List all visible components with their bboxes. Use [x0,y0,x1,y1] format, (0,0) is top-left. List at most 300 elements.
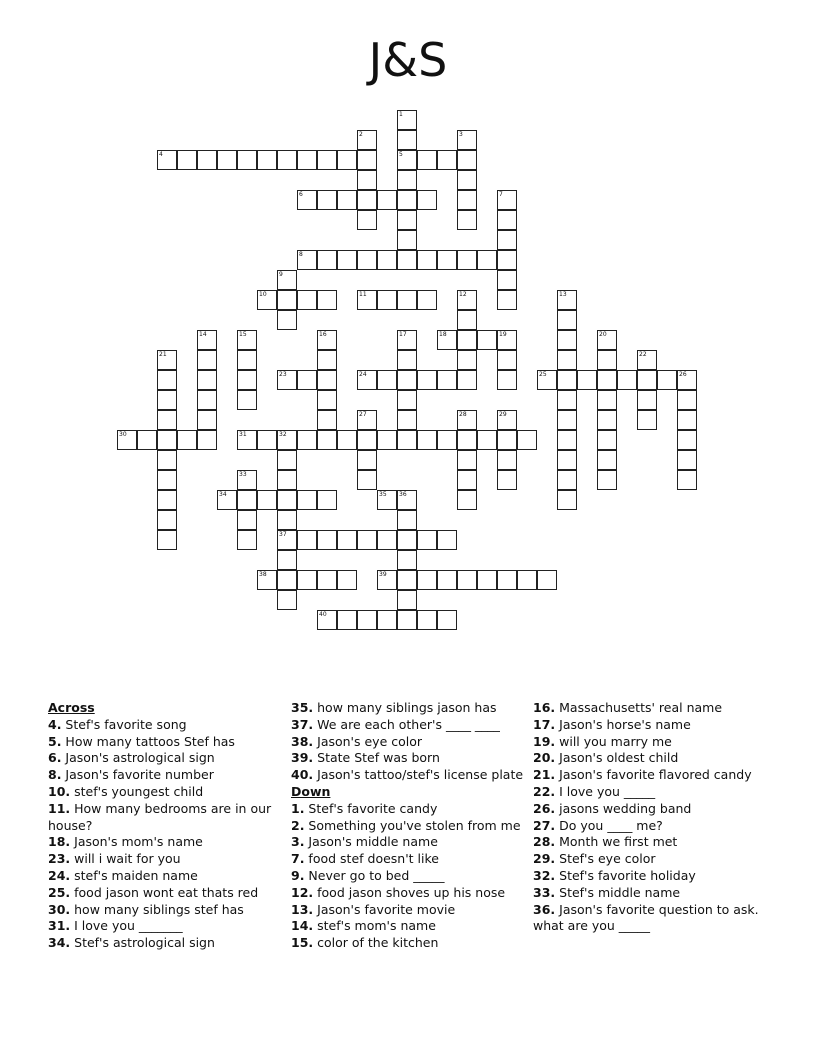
grid-cell[interactable] [397,210,417,230]
clue-number: 16. [533,700,556,715]
grid-cell[interactable] [557,410,577,430]
grid-cell[interactable] [377,290,397,310]
clue-text: Jason's favorite question to ask. what are you _____ [533,901,759,934]
grid-cell[interactable] [117,430,137,450]
grid-cell[interactable] [437,570,457,590]
grid-cell[interactable] [377,430,397,450]
grid-cell[interactable] [417,610,437,630]
grid-cell[interactable] [257,150,277,170]
grid-cell[interactable] [377,490,397,510]
grid-cell[interactable] [277,570,297,590]
grid-cell[interactable] [397,510,417,530]
grid-cell[interactable] [237,510,257,530]
grid-cell[interactable] [237,330,257,350]
grid-cell[interactable] [397,590,417,610]
grid-cell[interactable] [237,530,257,550]
grid-cell[interactable] [157,450,177,470]
grid-cell[interactable] [457,250,477,270]
clue-number: 19. [533,733,556,749]
grid-cell[interactable] [677,370,697,390]
grid-cell[interactable] [377,250,397,270]
grid-cell[interactable] [317,490,337,510]
grid-cell[interactable] [277,510,297,530]
grid-cell[interactable] [357,450,377,470]
grid-cell[interactable] [497,270,517,290]
clue-number: 21. [533,767,556,783]
cell-number: 2 [359,131,363,138]
grid-cell[interactable] [277,290,297,310]
grid-cell[interactable] [297,250,317,270]
grid-cell[interactable] [257,490,277,510]
grid-cell[interactable] [397,610,417,630]
grid-cell[interactable] [237,350,257,370]
cell-number: 19 [499,331,507,338]
grid-cell[interactable] [157,350,177,370]
grid-cell[interactable] [337,530,357,550]
grid-cell[interactable] [497,250,517,270]
grid-cell[interactable] [517,570,537,590]
grid-cell[interactable] [257,570,277,590]
grid-cell[interactable] [437,530,457,550]
grid-cell[interactable] [437,370,457,390]
grid-cell[interactable] [577,370,597,390]
grid-cell[interactable] [297,370,317,390]
clue-item [291,902,531,919]
grid-cell[interactable] [457,370,477,390]
grid-cell[interactable] [337,150,357,170]
grid-cell[interactable] [277,450,297,470]
grid-cell[interactable] [237,390,257,410]
grid-cell[interactable] [337,250,357,270]
grid-cell[interactable] [357,470,377,490]
grid-cell[interactable] [277,550,297,570]
grid-cell[interactable] [497,290,517,310]
grid-cell[interactable] [677,450,697,470]
clue-text: stef's maiden name [70,867,198,883]
grid-cell[interactable] [317,330,337,350]
grid-cell[interactable] [357,610,377,630]
grid-cell[interactable] [337,610,357,630]
grid-cell[interactable] [177,150,197,170]
grid-cell[interactable] [397,170,417,190]
grid-cell[interactable] [277,370,297,390]
grid-cell[interactable] [357,530,377,550]
grid-cell[interactable] [297,190,317,210]
grid-cell[interactable] [437,150,457,170]
grid-cell[interactable] [537,570,557,590]
grid-cell[interactable] [237,470,257,490]
grid-cell[interactable] [457,170,477,190]
grid-cell[interactable] [557,290,577,310]
grid-cell[interactable] [477,250,497,270]
grid-cell[interactable] [317,610,337,630]
grid-cell[interactable] [397,330,417,350]
grid-cell[interactable] [677,470,697,490]
grid-cell[interactable] [197,330,217,350]
clue-item [533,784,773,801]
clue-number: 37. [291,716,314,732]
grid-cell[interactable] [557,370,577,390]
grid-cell[interactable] [417,570,437,590]
clue-number: 8. [48,767,62,783]
grid-cell[interactable] [397,190,417,210]
grid-cell[interactable] [277,470,297,490]
grid-cell[interactable] [477,430,497,450]
clue-number: 29. [533,851,556,867]
clue-item [291,700,531,717]
clue-text: Stef's astrological sign [70,935,215,951]
grid-cell[interactable] [397,410,417,430]
clue-item [48,717,288,734]
grid-cell[interactable] [637,370,657,390]
clue-number: 36. [533,901,556,917]
clue-item [533,902,773,936]
grid-cell[interactable] [417,290,437,310]
grid-cell[interactable] [317,570,337,590]
grid-cell[interactable] [357,290,377,310]
cell-number: 22 [639,351,647,358]
grid-cell[interactable] [497,410,517,430]
clue-text: Jason's favorite movie [313,901,456,917]
grid-cell[interactable] [457,190,477,210]
clue-text: Stef's favorite holiday [555,867,696,883]
grid-cell[interactable] [457,150,477,170]
clue-text: will you marry me [555,733,672,749]
clue-item [291,885,531,902]
grid-cell[interactable] [157,530,177,550]
grid-cell[interactable] [357,130,377,150]
grid-cell[interactable] [497,350,517,370]
grid-cell[interactable] [637,410,657,430]
clue-number: 4. [48,716,62,732]
clue-item [48,851,288,868]
grid-cell[interactable] [597,410,617,430]
grid-cell[interactable] [317,370,337,390]
grid-cell[interactable] [557,430,577,450]
grid-cell[interactable] [277,530,297,550]
grid-cell[interactable] [597,350,617,370]
grid-cell[interactable] [317,410,337,430]
grid-cell[interactable] [377,530,397,550]
cell-number: 18 [439,331,447,338]
grid-cell[interactable] [557,310,577,330]
grid-cell[interactable] [497,370,517,390]
cell-number: 30 [119,431,127,438]
grid-cell[interactable] [637,350,657,370]
grid-cell[interactable] [597,470,617,490]
clue-item [48,834,288,851]
clue-text: jasons wedding band [555,800,692,816]
clue-text: how many siblings stef has [70,901,244,917]
grid-cell[interactable] [217,150,237,170]
grid-cell[interactable] [457,210,477,230]
clue-text: food jason shoves up his nose [313,884,506,900]
clue-number: 5. [48,733,62,749]
grid-cell[interactable] [497,430,517,450]
grid-cell[interactable] [197,370,217,390]
grid-cell[interactable] [157,490,177,510]
grid-cell[interactable] [317,190,337,210]
clues-column-2 [291,700,531,952]
clue-text: Month we first met [555,834,678,850]
grid-cell[interactable] [357,370,377,390]
grid-cell[interactable] [317,150,337,170]
grid-cell[interactable] [437,610,457,630]
grid-cell[interactable] [237,490,257,510]
grid-cell[interactable] [477,570,497,590]
grid-cell[interactable] [277,150,297,170]
cell-number: 33 [239,471,247,478]
grid-cell[interactable] [457,330,477,350]
clue-item [291,818,531,835]
clue-number: 28. [533,834,556,850]
grid-cell[interactable] [157,430,177,450]
grid-cell[interactable] [457,570,477,590]
clue-number: 27. [533,817,556,833]
grid-cell[interactable] [457,490,477,510]
grid-cell[interactable] [597,450,617,470]
grid-cell[interactable] [257,290,277,310]
grid-cell[interactable] [677,430,697,450]
clue-number: 3. [291,834,305,850]
grid-cell[interactable] [317,350,337,370]
grid-cell[interactable] [397,350,417,370]
cell-number: 17 [399,331,407,338]
cell-number: 11 [359,291,367,298]
clue-text: food jason wont eat thats red [70,884,259,900]
grid-cell[interactable] [477,330,497,350]
cell-number: 10 [259,291,267,298]
cell-number: 32 [279,431,287,438]
grid-cell[interactable] [297,150,317,170]
across-heading: Across [48,700,95,715]
grid-cell[interactable] [277,490,297,510]
grid-cell[interactable] [457,130,477,150]
grid-cell[interactable] [557,470,577,490]
grid-cell[interactable] [657,370,677,390]
grid-cell[interactable] [397,110,417,130]
grid-cell[interactable] [197,410,217,430]
grid-cell[interactable] [357,150,377,170]
grid-cell[interactable] [597,390,617,410]
grid-cell[interactable] [597,430,617,450]
grid-cell[interactable] [197,430,217,450]
clue-item [48,868,288,885]
grid-cell[interactable] [457,310,477,330]
grid-cell[interactable] [277,270,297,290]
clue-number: 15. [291,935,314,951]
grid-cell[interactable] [237,150,257,170]
grid-cell[interactable] [317,250,337,270]
clue-number: 31. [48,918,71,934]
cell-number: 20 [599,331,607,338]
grid-cell[interactable] [457,290,477,310]
grid-cell[interactable] [457,430,477,450]
grid-cell[interactable] [557,390,577,410]
grid-cell[interactable] [457,450,477,470]
grid-cell[interactable] [497,330,517,350]
grid-cell[interactable] [397,290,417,310]
grid-cell[interactable] [297,490,317,510]
clue-item [533,818,773,835]
grid-cell[interactable] [437,330,457,350]
cell-number: 31 [239,431,247,438]
grid-cell[interactable] [557,350,577,370]
grid-cell[interactable] [597,370,617,390]
clue-number: 10. [48,783,71,799]
grid-cell[interactable] [157,370,177,390]
grid-cell[interactable] [237,370,257,390]
grid-cell[interactable] [357,410,377,430]
clue-item [48,902,288,919]
grid-cell[interactable] [317,390,337,410]
grid-cell[interactable] [497,210,517,230]
grid-cell[interactable] [317,430,337,450]
grid-cell[interactable] [417,370,437,390]
grid-cell[interactable] [337,190,357,210]
clue-item [533,717,773,734]
grid-cell[interactable] [377,610,397,630]
grid-cell[interactable] [397,230,417,250]
clue-text: Jason's favorite flavored candy [555,767,752,783]
grid-cell[interactable] [457,350,477,370]
clue-number: 23. [48,851,71,867]
cell-number: 36 [399,491,407,498]
clue-number: 2. [291,817,305,833]
grid-cell[interactable] [397,430,417,450]
grid-cell[interactable] [457,410,477,430]
clue-text: Jason's favorite number [61,767,214,783]
grid-cell[interactable] [157,150,177,170]
cell-number: 34 [219,491,227,498]
grid-cell[interactable] [337,570,357,590]
grid-cell[interactable] [397,150,417,170]
grid-cell[interactable] [417,530,437,550]
grid-cell[interactable] [417,250,437,270]
grid-cell[interactable] [217,490,237,510]
grid-cell[interactable] [397,490,417,510]
grid-cell[interactable] [537,370,557,390]
grid-cell[interactable] [177,430,197,450]
grid-cell[interactable] [457,470,477,490]
grid-cell[interactable] [157,390,177,410]
grid-cell[interactable] [617,370,637,390]
cell-number: 21 [159,351,167,358]
grid-cell[interactable] [557,450,577,470]
grid-cell[interactable] [277,590,297,610]
grid-cell[interactable] [397,370,417,390]
clue-number: 6. [48,750,62,766]
grid-cell[interactable] [357,190,377,210]
grid-cell[interactable] [557,330,577,350]
cell-number: 5 [399,151,403,158]
grid-cell[interactable] [297,530,317,550]
grid-cell[interactable] [397,570,417,590]
clue-text: Stef's middle name [555,884,681,900]
grid-cell[interactable] [397,390,417,410]
grid-cell[interactable] [417,150,437,170]
grid-cell[interactable] [197,350,217,370]
grid-cell[interactable] [417,190,437,210]
grid-cell[interactable] [277,310,297,330]
grid-cell[interactable] [357,250,377,270]
cell-number: 39 [379,571,387,578]
grid-cell[interactable] [297,570,317,590]
grid-cell[interactable] [677,390,697,410]
grid-cell[interactable] [317,530,337,550]
grid-cell[interactable] [497,230,517,250]
grid-cell[interactable] [197,150,217,170]
grid-cell[interactable] [157,510,177,530]
grid-cell[interactable] [317,290,337,310]
clue-item [48,734,288,751]
grid-cell[interactable] [277,430,297,450]
grid-cell[interactable] [517,430,537,450]
grid-cell[interactable] [197,390,217,410]
grid-cell[interactable] [157,410,177,430]
grid-cell[interactable] [437,250,457,270]
clue-item [48,801,288,835]
grid-cell[interactable] [357,430,377,450]
cell-number: 14 [199,331,207,338]
grid-cell[interactable] [377,190,397,210]
grid-cell[interactable] [677,410,697,430]
clue-text: Jason's oldest child [555,750,679,766]
clue-text: Massachusetts' real name [555,700,723,715]
grid-cell[interactable] [557,490,577,510]
clue-item [533,767,773,784]
grid-cell[interactable] [137,430,157,450]
clue-number: 32. [533,867,556,883]
grid-cell[interactable] [597,330,617,350]
grid-cell[interactable] [397,130,417,150]
clue-item [48,767,288,784]
cell-number: 25 [539,371,547,378]
grid-cell[interactable] [297,430,317,450]
grid-cell[interactable] [377,370,397,390]
clue-text: State Stef was born [313,750,440,766]
clue-number: 34. [48,935,71,951]
grid-cell[interactable] [237,430,257,450]
grid-cell[interactable] [637,390,657,410]
grid-cell[interactable] [157,470,177,490]
clue-text: Stef's favorite song [61,716,187,732]
grid-cell[interactable] [337,430,357,450]
grid-cell[interactable] [257,430,277,450]
grid-cell[interactable] [497,470,517,490]
grid-cell[interactable] [377,570,397,590]
grid-cell[interactable] [497,190,517,210]
grid-cell[interactable] [297,290,317,310]
clue-item [533,868,773,885]
grid-cell[interactable] [497,450,517,470]
clue-text: Jason's horse's name [555,716,691,732]
grid-cell[interactable] [357,210,377,230]
clue-item [533,834,773,851]
grid-cell[interactable] [357,170,377,190]
grid-cell[interactable] [397,530,417,550]
cell-number: 13 [559,291,567,298]
clue-text: Never go to bed _____ [304,867,445,883]
grid-cell[interactable] [497,570,517,590]
cell-number: 12 [459,291,467,298]
grid-cell[interactable] [397,550,417,570]
clue-text: Jason's mom's name [70,834,203,850]
clue-item [48,918,288,935]
grid-cell[interactable] [437,430,457,450]
grid-cell[interactable] [417,430,437,450]
grid-cell[interactable] [397,250,417,270]
